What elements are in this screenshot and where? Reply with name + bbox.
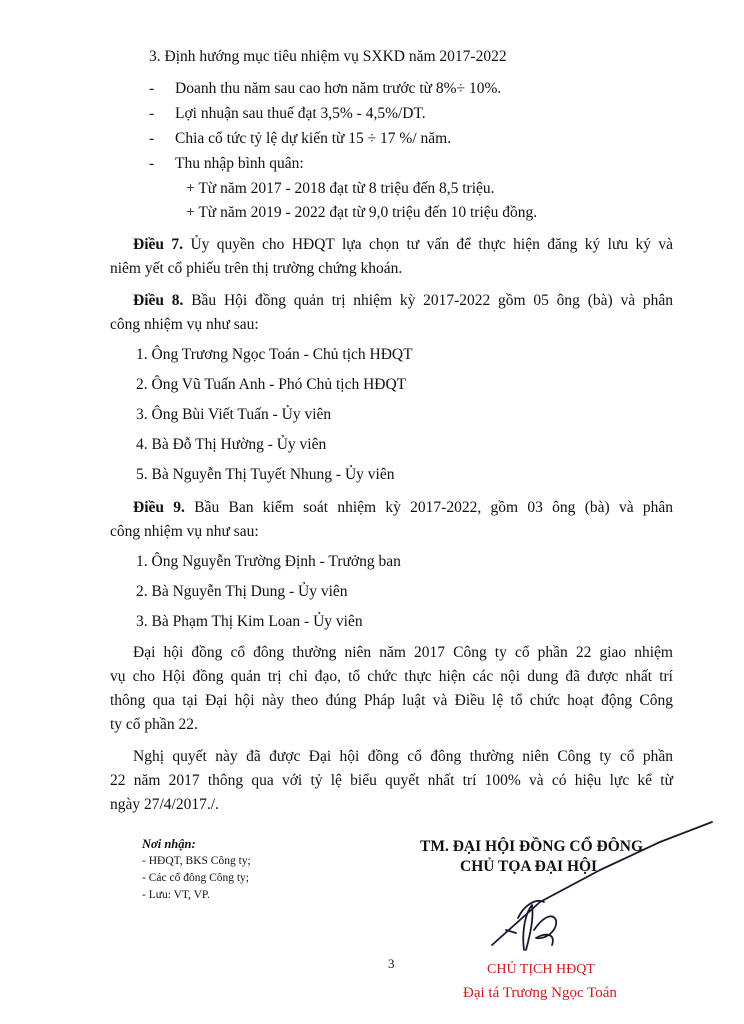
paragraph-line: ngày 27/4/2017./. xyxy=(110,796,219,813)
article-label: Điều 7. xyxy=(133,236,184,253)
paragraph-line: Nghị quyết này đã được Đại hội đồng cổ đông thường niên Công ty cổ phần xyxy=(133,748,673,765)
paragraph-line: Đại hội đồng cổ đông thường niên năm 2017 Công ty cổ phần 22 giao nhiệm xyxy=(133,644,673,661)
article-text: Bầu Hội đồng quản trị nhiệm kỳ 2017-2022 gồm 05 ông (bà) và phân xyxy=(191,292,674,309)
bullet-item: Lợi nhuận sau thuế đạt 3,5% - 4,5%/DT. xyxy=(175,105,426,122)
bullet-marker: - xyxy=(149,130,155,147)
section-heading: 3. Định hướng mục tiêu nhiệm vụ SXKD năm 2017-2022 xyxy=(149,48,507,65)
article7-line2: niêm yết cổ phiếu trên thị trường chứng khoán. xyxy=(110,260,403,277)
board-member: 2. Ông Vũ Tuấn Anh - Phó Chủ tịch HĐQT xyxy=(136,376,407,393)
supervisory-member: 2. Bà Nguyễn Thị Dung - Ủy viên xyxy=(136,583,348,600)
recipient-item: - Các cổ đông Công ty; xyxy=(142,872,249,884)
signature-subtitle: CHỦ TỌA ĐẠI HỘI xyxy=(460,858,598,875)
signature-stroke xyxy=(523,905,532,950)
recipients-title: Nơi nhận: xyxy=(142,837,196,851)
supervisory-member: 1. Ông Nguyễn Trường Định - Trưởng ban xyxy=(136,553,401,570)
paragraph-line: ty cổ phần 22. xyxy=(110,716,198,733)
supervisory-member: 3. Bà Phạm Thị Kim Loan - Ủy viên xyxy=(136,613,363,630)
article8-line2: công nhiệm vụ như sau: xyxy=(110,316,259,333)
sub-item: + Từ năm 2017 - 2018 đạt từ 8 triệu đến 8,5 triệu. xyxy=(186,180,495,197)
article9-line2: công nhiệm vụ như sau: xyxy=(110,523,259,540)
bullet-marker: - xyxy=(149,80,155,97)
board-member: 3. Ông Bùi Viết Tuấn - Ủy viên xyxy=(136,406,332,423)
recipient-item: - HĐQT, BKS Công ty; xyxy=(142,855,251,867)
article-label: Điều 9. xyxy=(133,499,185,516)
article-text: Bầu Ban kiểm soát nhiệm kỳ 2017-2022, gồm 03 ông (bà) và phân xyxy=(194,499,674,516)
page-number: 3 xyxy=(388,956,395,971)
recipient-item: - Lưu: VT, VP. xyxy=(142,889,210,901)
paragraph-line: thông qua tại Đại hội này theo đúng Pháp luật và Điều lệ tổ chức hoạt động Công xyxy=(110,692,673,709)
bullet-item: Chia cổ tức tỷ lệ dự kiến từ 15 ÷ 17 %/ năm. xyxy=(175,130,452,147)
board-member: 4. Bà Đỗ Thị Hường - Ủy viên xyxy=(136,436,327,453)
bullet-marker: - xyxy=(149,155,155,172)
article-text: Ủy quyền cho HĐQT lựa chọn tư vấn để thực hiện đăng ký lưu ký và xyxy=(190,236,674,253)
signature-stroke xyxy=(534,916,556,945)
signature-title: TM. ĐẠI HỘI ĐỒNG CỔ ĐÔNG xyxy=(420,838,644,855)
bullet-item: Doanh thu năm sau cao hơn năm trước từ 8%÷ 10%. xyxy=(175,80,502,97)
bullet-marker: - xyxy=(149,105,155,122)
board-member: 1. Ông Trương Ngọc Toán - Chủ tịch HĐQT xyxy=(136,346,413,363)
bullet-item: Thu nhập bình quân: xyxy=(175,155,304,172)
paragraph-line: vụ cho Hội đồng quản trị chỉ đạo, tổ chức thực hiện các nội dung đã được nhất trí xyxy=(110,668,673,685)
stamp-name: Đại tá Trương Ngọc Toán xyxy=(463,985,617,1001)
paragraph-line: 22 năm 2017 thông qua với tỷ lệ biểu quyết nhất trí 100% và có hiệu lực kể từ xyxy=(110,772,673,789)
sub-item: + Từ năm 2019 - 2022 đạt từ 9,0 triệu đến 10 triệu đồng. xyxy=(186,204,538,221)
board-member: 5. Bà Nguyễn Thị Tuyết Nhung - Ủy viên xyxy=(136,466,395,483)
article-label: Điều 8. xyxy=(133,292,184,309)
stamp-title: CHỦ TỊCH HĐQT xyxy=(487,962,595,977)
